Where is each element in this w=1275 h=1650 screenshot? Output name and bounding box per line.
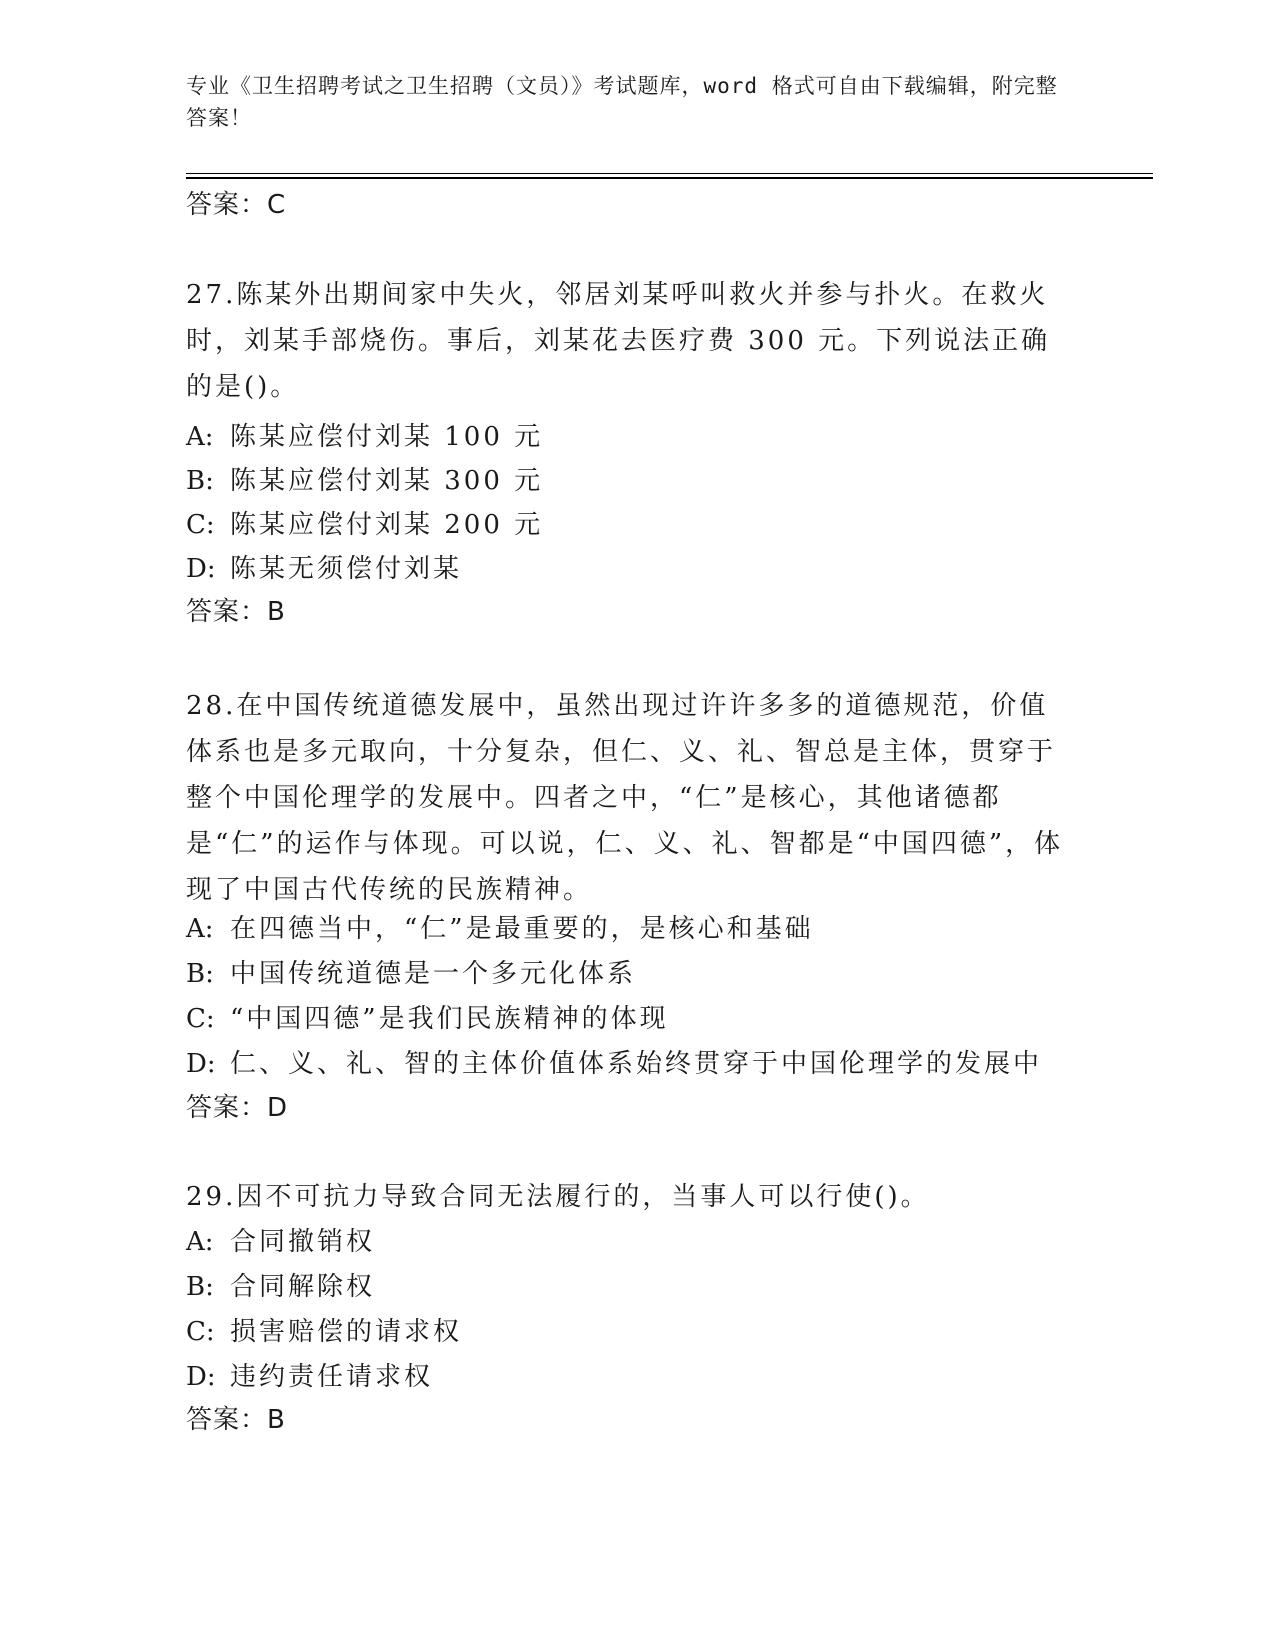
previous-answer: 答案：C (186, 190, 287, 220)
option-text: 陈某应偿付刘某 100 元 (230, 422, 544, 452)
option-text: “中国四德”是我们民族精神的体现 (230, 1004, 669, 1034)
question-29-stem: 29.因不可抗力导致合同无法履行的，当事人可以行使()。 (186, 1182, 930, 1212)
question-27-answer: 答案：B (186, 597, 286, 627)
question-27-option-b (186, 466, 543, 496)
option-text: 仁、义、礼、智的主体价值体系始终贯穿于中国伦理学的发展中 (230, 1049, 1043, 1079)
question-28-option-d (186, 1049, 1042, 1079)
option-key: D: (186, 1362, 216, 1392)
question-28-stem: 28.在中国传统道德发展中，虽然出现过许许多多的道德规范，价值体系也是多元取向，十分复杂，但仁、义、礼、智总是主体，贯穿于整个中国伦理学的发展中。四者之中，“仁”是核心，其他诸德都是“仁”的运作与体现。可以说，仁、义、礼、智都是“中国四德”，体现了中国古代传统的民族精神。 (186, 691, 1064, 905)
question-29-option-b (186, 1272, 375, 1302)
question-28-answer: 答案：D (186, 1093, 289, 1123)
option-key: C: (186, 1317, 215, 1347)
option-text: 陈某无须偿付刘某 (230, 554, 463, 584)
question-29-option-d (186, 1362, 433, 1392)
option-key: B: (186, 959, 214, 989)
question-27-option-a (186, 422, 543, 452)
question-27-option-d (186, 554, 462, 584)
option-text: 陈某应偿付刘某 200 元 (230, 510, 544, 540)
question-28-option-a (186, 914, 814, 944)
question-29-option-a (186, 1227, 375, 1257)
option-key: A: (186, 914, 214, 944)
page-header: 专业《卫生招聘考试之卫生招聘（文员）》考试题库，word 格式可自由下载编辑，附完整答案！ (186, 74, 1058, 130)
option-text: 违约责任请求权 (230, 1362, 434, 1392)
option-key: A: (186, 1227, 214, 1257)
question-27-option-c (186, 510, 543, 540)
option-text: 损害赔偿的请求权 (230, 1317, 463, 1347)
question-28-option-c (186, 1004, 669, 1034)
question-29-answer: 答案：B (186, 1405, 286, 1435)
option-key: C: (186, 1004, 215, 1034)
option-text: 在四德当中，“仁”是最重要的，是核心和基础 (230, 914, 814, 944)
option-key: A: (186, 422, 214, 452)
option-key: D: (186, 1049, 216, 1079)
option-key: B: (186, 466, 214, 496)
option-text: 合同解除权 (230, 1272, 376, 1302)
header-rule-thick (186, 177, 1153, 179)
option-key: B: (186, 1272, 214, 1302)
option-text: 中国传统道德是一个多元化体系 (230, 959, 637, 989)
header-rule-thin (186, 173, 1153, 174)
question-27-stem: 27.陈某外出期间家中失火，邻居刘某呼叫救火并参与扑火。在救火时，刘某手部烧伤。事后，刘某花去医疗费 300 元。下列说法正确的是()。 (186, 280, 1051, 402)
option-text: 陈某应偿付刘某 300 元 (230, 466, 544, 496)
option-text: 合同撤销权 (230, 1227, 376, 1257)
option-key: D: (186, 554, 216, 584)
question-29-option-c (186, 1317, 462, 1347)
question-28-option-b (186, 959, 636, 989)
option-key: C: (186, 510, 215, 540)
